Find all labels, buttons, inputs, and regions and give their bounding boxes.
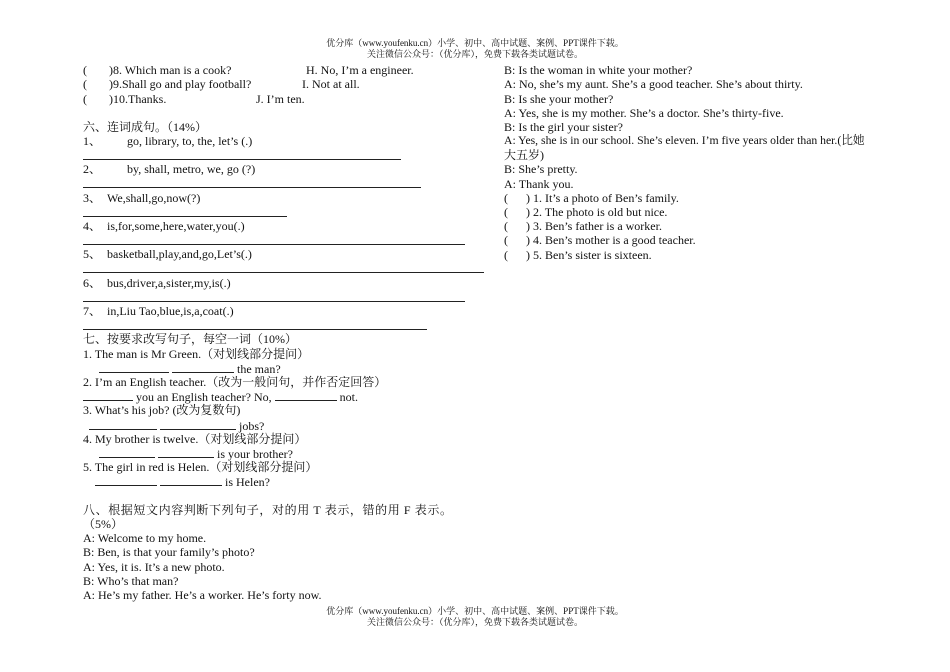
section-8-percent: （5%）	[83, 517, 123, 531]
matching-item-8: ( )8. Which man is a cook?	[83, 63, 232, 77]
dialog-line-6: B: Is the woman in white your mother?	[504, 63, 693, 77]
sec7-q2: 2. I’m an English teacher.（改为一般问句，并作否定回答）	[83, 375, 387, 389]
dialog-line-5: A: He’s my father. He’s a worker. He’s forty now.	[83, 588, 322, 602]
sec7-a4: is your brother?	[99, 446, 293, 461]
dialog-line-13: A: Thank you.	[504, 177, 574, 191]
sec6-item-2: 2、 by, shall, metro, we, go (?)	[83, 162, 256, 176]
blank[interactable]	[158, 446, 214, 458]
sec6-item-3: 3、 We,shall,go,now(?)	[83, 191, 201, 205]
header-line-1: 优分库（www.youfenku.cn）小学、初中、高中试题、案例、PPT课件下载。	[326, 38, 624, 48]
header-line-2: 关注微信公众号：（优分库），免费下载各类试题试卷。	[366, 49, 583, 59]
dialog-line-11-cont: 大五岁)	[504, 148, 544, 162]
sec7-q3: 3. What’s his job? (改为复数句)	[83, 403, 241, 417]
dialog-line-2: B: Ben, is that your family’s photo?	[83, 545, 255, 559]
sec7-a2: you an English teacher? No, not.	[83, 389, 358, 404]
tf-item-1[interactable]: ( ) 1. It’s a photo of Ben’s family.	[504, 191, 679, 205]
section-7-title: 七、按要求改写句子，每空一词（10%）	[83, 332, 297, 346]
blank[interactable]	[83, 389, 133, 401]
answer-line-7[interactable]	[83, 329, 427, 330]
answer-line-4[interactable]	[83, 244, 465, 245]
answer-line-6[interactable]	[83, 301, 465, 302]
dialog-line-4: B: Who’s that man?	[83, 574, 179, 588]
sec6-item-5: 5、 basketball,play,and,go,Let’s(.)	[83, 247, 252, 261]
matching-item-9: ( )9.Shall go and play football?	[83, 77, 252, 91]
blank[interactable]	[275, 389, 337, 401]
dialog-line-8: B: Is she your mother?	[504, 92, 614, 106]
sec6-item-6: 6、 bus,driver,a,sister,my,is(.)	[83, 276, 231, 290]
footer-line-2: 关注微信公众号：（优分库），免费下载各类试题试卷。	[366, 617, 583, 627]
right-column	[504, 0, 924, 672]
answer-line-3[interactable]	[83, 216, 287, 217]
page-footer	[0, 606, 950, 628]
blank[interactable]	[172, 361, 234, 373]
matching-item-10: ( )10.Thanks.	[83, 92, 167, 106]
sec7-q1: 1. The man is Mr Green.（对划线部分提问）	[83, 347, 310, 361]
sec6-item-1: 1、 go, library, to, the, let’s (.)	[83, 134, 253, 148]
dialog-line-9: A: Yes, she is my mother. She’s a doctor. She’s thirty-five.	[504, 106, 784, 120]
tf-item-3[interactable]: ( ) 3. Ben’s father is a worker.	[504, 219, 662, 233]
sec7-a5: is Helen?	[95, 474, 270, 489]
blank[interactable]	[160, 474, 222, 486]
tf-item-5[interactable]: ( ) 5. Ben’s sister is sixteen.	[504, 248, 652, 262]
blank[interactable]	[160, 418, 236, 430]
dialog-line-3: A: Yes, it is. It’s a new photo.	[83, 560, 225, 574]
dialog-line-7: A: No, she’s my aunt. She’s a good teacher. She’s about thirty.	[504, 77, 803, 91]
dialog-line-11: A: Yes, she is in our school. She’s eleven. I’m five years older than her.(比她	[504, 134, 865, 147]
section-6-title: 六、连词成句。（14%）	[83, 120, 207, 134]
answer-line-1[interactable]	[83, 159, 401, 160]
footer-line-1: 优分库（www.youfenku.cn）小学、初中、高中试题、案例、PPT课件下载。	[326, 606, 624, 616]
dialog-line-1: A: Welcome to my home.	[83, 531, 207, 545]
matching-answer-j: J. I’m ten.	[256, 92, 305, 106]
sec6-item-7: 7、 in,Liu Tao,blue,is,a,coat(.)	[83, 304, 234, 318]
section-8-title: 八、根据短文内容判断下列句子，对的用 T 表示，错的用 F 表示。	[83, 503, 453, 517]
tf-item-2[interactable]: ( ) 2. The photo is old but nice.	[504, 205, 668, 219]
blank[interactable]	[99, 446, 155, 458]
blank[interactable]	[99, 361, 169, 373]
matching-answer-h: H. No, I’m a engineer.	[306, 63, 414, 77]
sec7-q5: 5. The girl in red is Helen.（对划线部分提问）	[83, 460, 318, 474]
left-column	[83, 0, 503, 672]
dialog-line-10: B: Is the girl your sister?	[504, 120, 623, 134]
answer-line-2[interactable]	[83, 187, 421, 188]
blank[interactable]	[89, 418, 157, 430]
sec7-a3: jobs?	[89, 418, 264, 433]
sec6-item-4: 4、 is,for,some,here,water,you(.)	[83, 219, 245, 233]
matching-answer-i: I. Not at all.	[302, 77, 360, 91]
sec7-q4: 4. My brother is twelve.（对划线部分提问）	[83, 432, 307, 446]
sec7-a1: the man?	[99, 361, 281, 376]
tf-item-4[interactable]: ( ) 4. Ben’s mother is a good teacher.	[504, 233, 696, 247]
blank[interactable]	[95, 474, 157, 486]
answer-line-5[interactable]	[83, 272, 484, 273]
dialog-line-12: B: She’s pretty.	[504, 162, 578, 176]
